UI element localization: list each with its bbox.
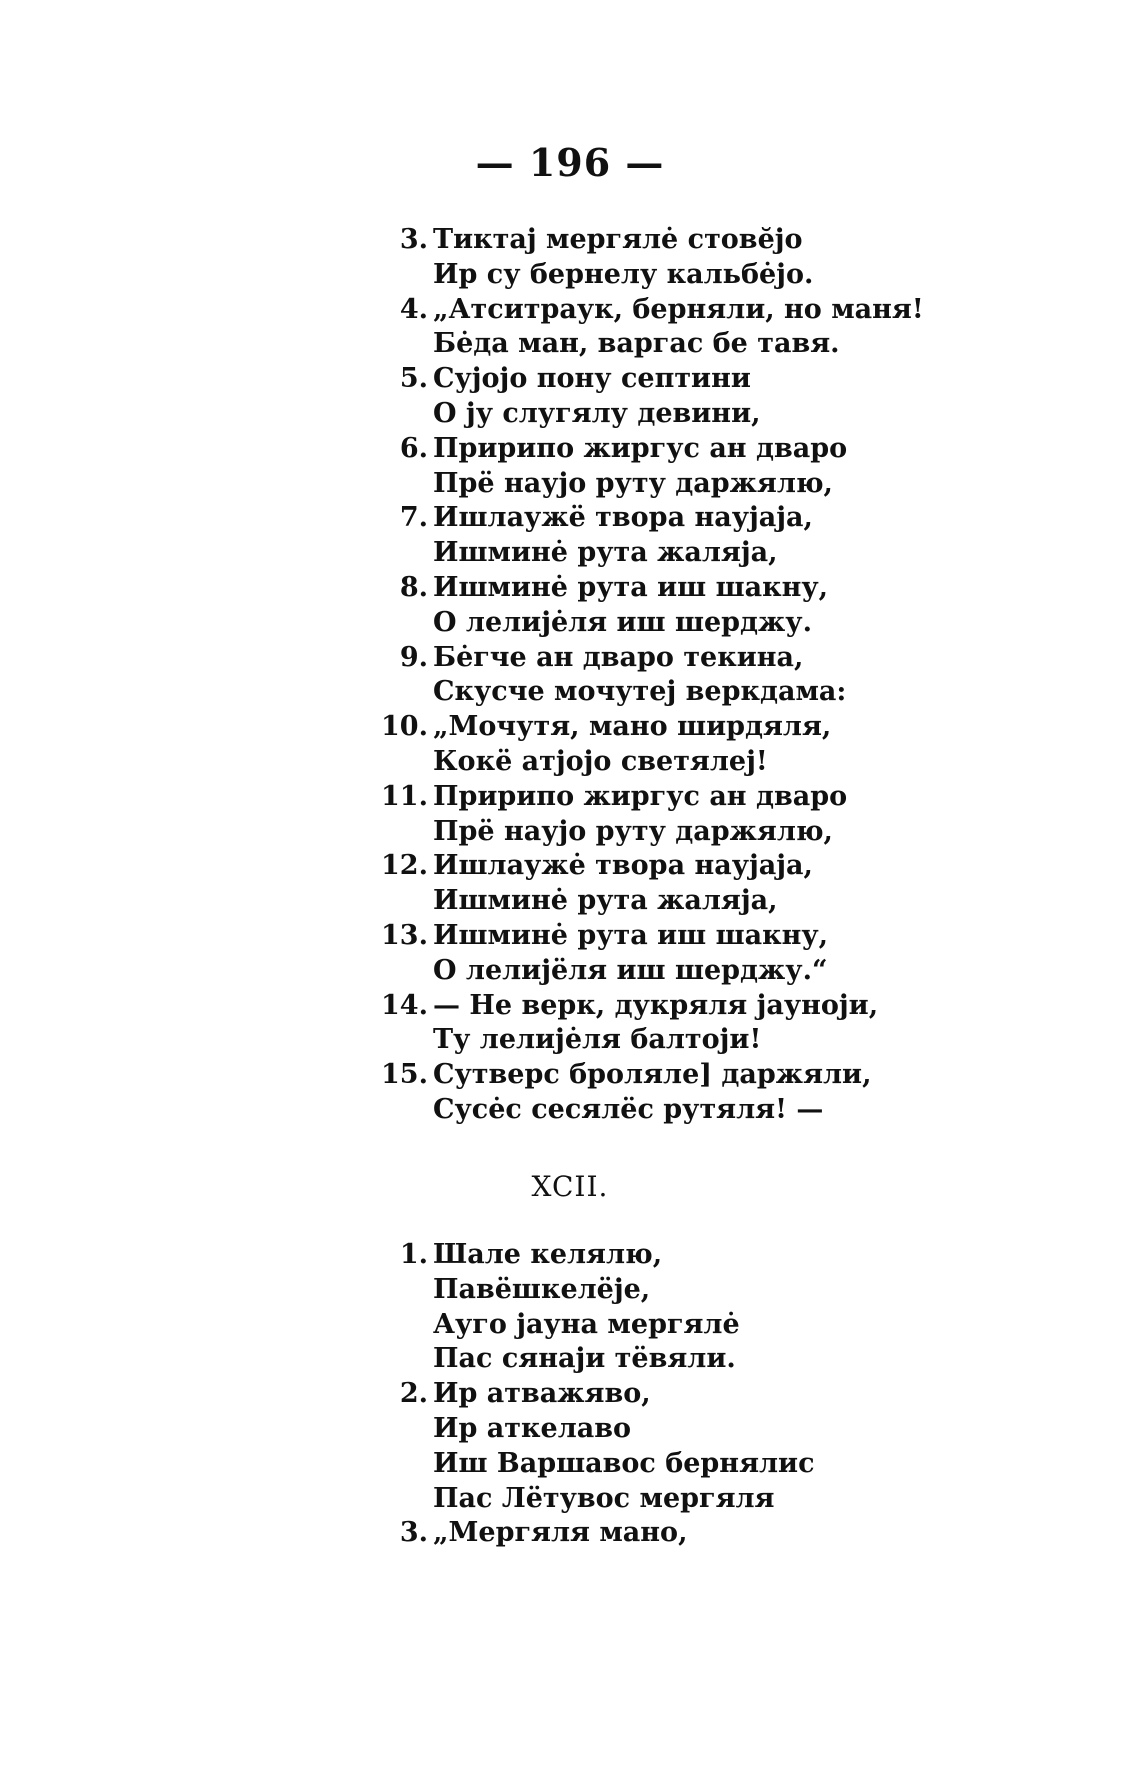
verse-text: Ир аткелаво	[433, 1412, 631, 1444]
verse-text: Ауго јауна мергялė	[433, 1308, 740, 1340]
verse-text: Ишминė рута жаляја,	[433, 537, 778, 569]
verse-line	[0, 1377, 1140, 1412]
verse-line	[0, 1482, 1140, 1517]
verse-text: Ишминė рута жаляја,	[433, 885, 778, 917]
verse-line	[0, 989, 1140, 1024]
verse-line	[0, 258, 1140, 293]
verse-number: 6.	[399, 432, 428, 464]
verse-line	[0, 780, 1140, 815]
verse-text: О ју слугялу девини,	[433, 397, 761, 429]
verse-number: 11.	[381, 780, 428, 812]
verse-line	[0, 884, 1140, 919]
verse-number: 15.	[381, 1059, 428, 1091]
verse-text: Сујојо пону септини	[433, 363, 751, 395]
verse-text: Тиктај мергялė стовĕјо	[433, 224, 803, 255]
verse-text: Пас Лётувос мергяля	[433, 1482, 775, 1514]
verse-text: „Мергяля мано,	[433, 1517, 688, 1549]
verse-text: Ишминė рута иш шакну,	[433, 919, 829, 951]
verse-line	[0, 327, 1140, 362]
verse-line	[0, 362, 1140, 397]
verse-line	[0, 1238, 1140, 1273]
verse-line	[0, 467, 1140, 502]
verse-number: 1.	[399, 1239, 428, 1270]
verse-line	[0, 571, 1140, 606]
verse-line	[0, 1308, 1140, 1343]
verse-line	[0, 1273, 1140, 1308]
verse-text: Сусėс сесялёс рутяля! —	[433, 1093, 824, 1125]
verse-line	[0, 1023, 1140, 1058]
page-number: — 196 —	[475, 140, 665, 185]
poem-new	[0, 1238, 1140, 1551]
verse-text: — Не верк, дукряля јауноји,	[433, 989, 879, 1021]
verse-text: Ир су бернелу кальбėјо.	[433, 258, 814, 290]
verse-number: 5.	[399, 363, 428, 395]
verse-text: „Мочутя, мано ширдяля,	[433, 711, 832, 743]
verse-text: Прё наујо руту даржялю,	[433, 467, 833, 499]
verse-line	[0, 1412, 1140, 1447]
verse-number: 4.	[399, 293, 428, 325]
verse-line	[0, 815, 1140, 850]
verse-line	[0, 536, 1140, 571]
verse-text: О лелијёля иш шерджу.“	[433, 954, 828, 986]
verse-line	[0, 1058, 1140, 1093]
verse-text: Бėда ман, варгас бе тавя.	[433, 328, 840, 360]
verse-number: 3.	[399, 224, 428, 255]
verse-text: Ту лелијėля балтоји!	[433, 1024, 762, 1056]
verse-text: Шале келялю,	[433, 1239, 663, 1270]
verse-line	[0, 223, 1140, 258]
verse-number: 7.	[399, 502, 428, 534]
verse-line	[0, 1093, 1140, 1128]
verse-text: Ишминė рута иш шакну,	[433, 571, 829, 603]
verse-line	[0, 954, 1140, 989]
verse-number: 12.	[381, 850, 428, 882]
verse-line	[0, 397, 1140, 432]
verse-text: О лелијėля иш шерджу.	[433, 606, 812, 638]
verse-line	[0, 606, 1140, 641]
verse-text: Ишлаужė твора наујаја,	[433, 850, 813, 882]
verse-number: 3.	[399, 1517, 428, 1549]
verse-text: Бėгче ан дваро текина,	[433, 641, 804, 673]
verse-line	[0, 1447, 1140, 1482]
verse-text: Кокё атјојо светялеј!	[433, 745, 768, 777]
verse-text: Скусче мочутеј веркдама:	[433, 676, 847, 708]
verse-text: Ишлаужё твора наујаја,	[433, 502, 813, 534]
verse-text: Сутверс броляле] даржяли,	[433, 1059, 872, 1091]
section-heading: XCII.	[531, 1170, 609, 1203]
verse-text: Пририпо жиргус ан дваро	[433, 780, 848, 812]
verse-line	[0, 675, 1140, 710]
verse-text: Пририпо жиргус ан дваро	[433, 432, 848, 464]
poem-continued	[0, 223, 1140, 1128]
verse-text: Иш Варшавос бернялис	[433, 1447, 815, 1479]
verse-line	[0, 710, 1140, 745]
verse-text: „Атситраук, берняли, но маня!	[433, 293, 924, 325]
verse-line	[0, 745, 1140, 780]
verse-line	[0, 501, 1140, 536]
verse-line	[0, 919, 1140, 954]
verse-number: 10.	[381, 711, 428, 743]
verse-line	[0, 1342, 1140, 1377]
verse-text: Пас сянаји тёвяли.	[433, 1343, 736, 1375]
verse-text: Ир атважяво,	[433, 1378, 651, 1410]
verse-line	[0, 849, 1140, 884]
verse-line	[0, 432, 1140, 467]
verse-line	[0, 1516, 1140, 1551]
verse-number: 9.	[399, 641, 428, 673]
verse-number: 14.	[381, 989, 428, 1021]
verse-line	[0, 293, 1140, 328]
verse-text: Прё наујо руту даржялю,	[433, 815, 833, 847]
verse-number: 8.	[399, 571, 428, 603]
verse-line	[0, 641, 1140, 676]
verse-number: 13.	[381, 919, 428, 951]
verse-number: 2.	[399, 1378, 428, 1410]
verse-text: Павёшкелёје,	[433, 1273, 651, 1305]
